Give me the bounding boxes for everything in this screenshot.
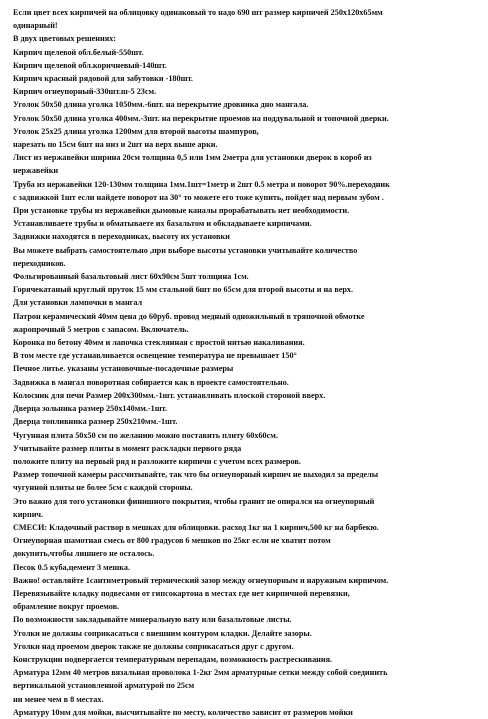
text-line: обрамление вокруг проемов. — [13, 602, 120, 612]
text-line: Песок 0.5 куба,цемент 3 мешка. — [13, 562, 131, 572]
text-line: Задвижка в мангал поворотная собирается как в проекте самостоятельно. — [13, 377, 289, 387]
text-line: нержавейки — [13, 166, 59, 176]
text-line: Важно! оставляйте 1сантиметровый термический зазор между огнеупорным и наружным кирпичом. — [13, 575, 389, 585]
text-line: Кирпич щелевой обл.белый-550шт. — [13, 47, 144, 57]
text-line: Кирпич щелевой обл.коричневый-140шт. — [13, 60, 167, 70]
text-line: Устанавливаете трубы и обматываете их базальтом и обкладываете кирпичами. — [13, 219, 312, 229]
text-line: переходников. — [13, 258, 66, 268]
text-line: Уголок 25х25 длина уголка 1200мм для второй высоты шампуров, — [13, 126, 259, 136]
text-line: Это важно для того установки финишного покрытия, чтобы гранит не опирался на огнеупорный — [13, 496, 375, 506]
text-line: Арматуру 10мм для мойки, высчитывайте по месту, количество зависит от размеров мойки — [13, 707, 353, 717]
text-line: При установке трубы из нержавейки дымовые каналы прорабатывать нет необходимости. — [13, 206, 350, 216]
text-line: Перевязывайте кладку подвесами от гипсокартона в местах где нет кирпичной перевязки, — [13, 588, 350, 598]
text-line: Уголок 50х50 длина уголка 400мм.-3шт. на перекрытие проемов на поддувальной и топочной дверки. — [13, 113, 389, 123]
text-line: ни менее чем в 8 местах. — [13, 694, 104, 704]
text-line: Печное литье. указаны установочные-посадочные размеры — [13, 364, 234, 374]
text-line: Патрон керамический 40мм цена до 60руб. провод медный одножильный в тряпочной обмотке — [13, 311, 365, 321]
text-line: Кирпич красный рядовой для забутовки -180шт. — [13, 74, 193, 84]
text-line: Труба из нержавейки 120-130мм толщина 1мм.1шт=1метр и 2шт 0.5 метра и поворот 90%.переходник — [13, 179, 390, 189]
text-line: Арматура 12мм 40 метров вязальная проволока 1-2кг 2мм арматурные сетки между собой соединить — [13, 668, 388, 678]
text-line: Уголок 50х50 длина уголка 1050мм.-6шт. на перекрытие дровника дно мангала. — [13, 100, 309, 110]
text-line: с задвижкой 1шт если найдете поворот на 30° то можете его тоже купить, пойдет над первым зубом . — [13, 192, 384, 202]
text-line: Задвижки находятся в переходниках, высоту их установки — [13, 232, 230, 242]
text-line: Коронка по бетону 40мм и лапочка стеклянная с простой нитью накаливания. — [13, 338, 305, 348]
text-line: Горячекатаный круглый пруток 15 мм стальной 6шт по 65см для второй высоты и на верх. — [13, 285, 354, 295]
text-line: Фольгированный базальтовый лист 60х90см 5шт толщина 1см. — [13, 272, 249, 282]
text-line: Учитывайте размер плиты в момент раскладки первого ряда — [13, 443, 242, 453]
text-line: чугунной плиты не более 5см с каждой стороны. — [13, 483, 193, 493]
text-line: Дверца зольника размер 250х140мм.-1шт. — [13, 404, 168, 414]
text-line: Кирпич огнеупорный-330шт.ш-5 23см. — [13, 87, 157, 97]
text-line: Размер топочной камеры рассчитывайте, так что бы огнеупорный кирпич не выходил за пределы — [13, 470, 379, 480]
text-line: нарезать по 15см 6шт на низ и 2шт на верх выше арки. — [13, 140, 218, 150]
text-line: Дверца топливника размер 250х210мм.-1шт. — [13, 417, 178, 427]
text-line: СМЕСИ: Кладочный раствор в мешках для облицовки. расход 1кг на 1 кирпич,500 кг на барбекю. — [13, 522, 379, 532]
text-line: положите плиту на первый ряд и разложите кирпичи с учетом всех размеров. — [13, 456, 301, 466]
text-line: Огнеупорная шамотная смесь от 800 градусов 6 мешков по 25кг если не хватит потом — [13, 536, 331, 546]
text-line: одинарный! — [13, 21, 58, 31]
text-line: Конструкции подвергается температурным перепадам, возможность растрескивания. — [13, 654, 333, 664]
text-line: Если цвет всех кирпичей на облицовку одинаковый то надо 690 шт размер кирпичей 250х120х65мм — [13, 8, 383, 17]
text-line: По возможности закладывайте минеральную вату или базальтовые листы. — [13, 615, 292, 625]
text-line: Уголки не должны соприкасаться с внешним контуром кладки. Делайте зазоры. — [13, 628, 312, 638]
text-line: Уголки над проемом дверок также не должны соприкасаться друг с другом. — [13, 641, 294, 651]
text-line: Для установки лампочки в мангал — [13, 298, 143, 308]
text-line: В двух цветовых решениях: — [13, 34, 116, 44]
text-line: Вы можете выбрать самостоятельно ,при выборе высоты установки учитывайте количество — [13, 245, 358, 255]
text-line: жаропрочный 5 метров с запасом. Включатель. — [13, 324, 189, 334]
text-line: Лист из нержавейки ширина 20см толщина 0,5 или 1мм 2метра для установки дверок в короб из — [13, 153, 372, 163]
text-line: вертикальной установленной арматурой по 25см — [13, 681, 195, 691]
text-line: докупить,чтобы лишнего не осталось. — [13, 549, 155, 559]
text-line: Колосник для печи Размер 200х300мм.-1шт. устанавливать плоской стороной вверх. — [13, 390, 326, 400]
text-line: кирпич. — [13, 509, 44, 519]
text-line: Чугунная плита 50х50 см по желанию можно поставить плиту 60х60см. — [13, 430, 278, 440]
text-line: В том месте где устанавливается освещение температура не превышает 150° — [13, 351, 297, 361]
